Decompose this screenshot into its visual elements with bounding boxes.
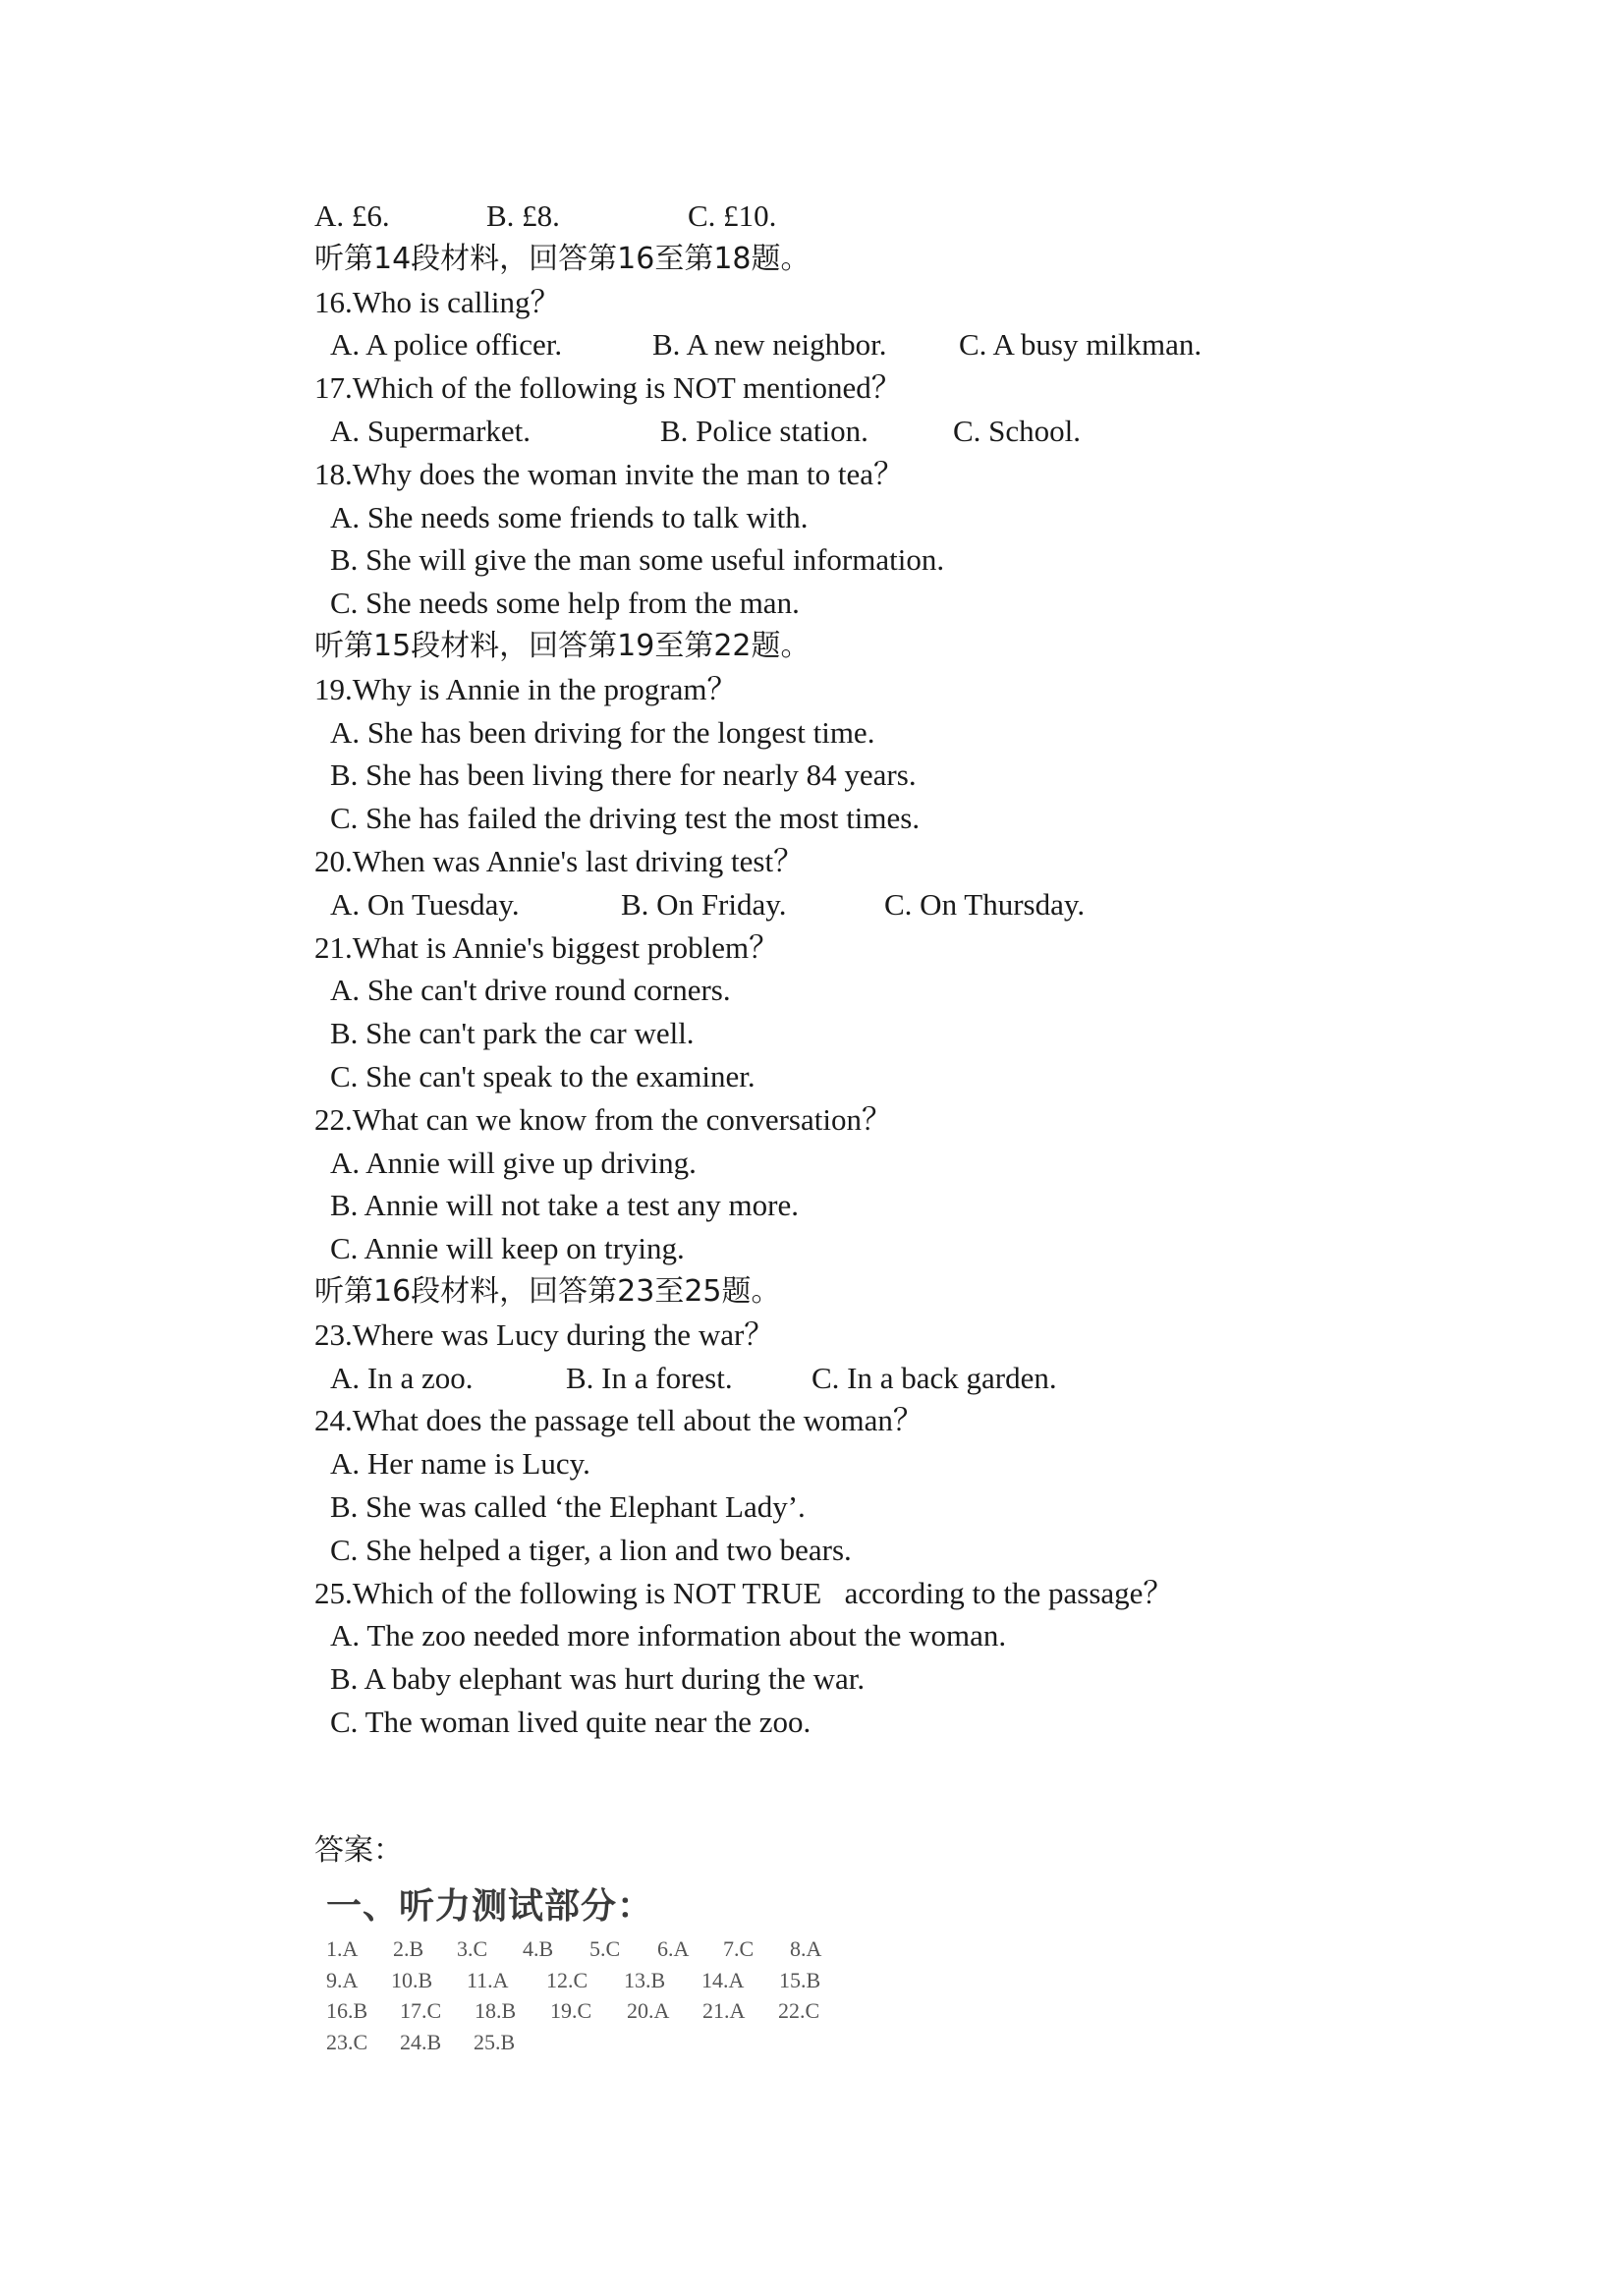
section-heading-15: 听第15段材料，回答第19至第22题。 xyxy=(314,628,811,663)
q16-option-a: A. A police officer. xyxy=(330,327,563,363)
answer-item: 25.B xyxy=(474,2029,516,2054)
q20-option-a: A. On Tuesday. xyxy=(330,886,520,922)
question-21: 21.What is Annie's biggest problem？ xyxy=(314,929,780,965)
question-24: 24.What does the passage tell about the woman？ xyxy=(314,1403,923,1438)
answer-item: 18.B xyxy=(475,1998,517,2023)
q21-option-c: C. She can't speak to the examiner. xyxy=(330,1058,756,1093)
question-18: 18.Why does the woman invite the man to tea？ xyxy=(314,456,905,491)
q15-option-b: B. £8. xyxy=(486,198,560,233)
question-17: 17.Which of the following is NOT mentioned？ xyxy=(314,370,902,406)
question-20: 20.When was Annie's last driving test？ xyxy=(314,843,805,878)
q25-option-c: C. The woman lived quite near the zoo. xyxy=(330,1704,812,1739)
q23-option-a: A. In a zoo. xyxy=(330,1360,474,1395)
q20-options xyxy=(314,883,1395,926)
q25-option-a: A. The zoo needed more information about the woman. xyxy=(330,1618,1007,1653)
answers-label: 答案： xyxy=(314,1833,403,1868)
q20-option-b: B. On Friday. xyxy=(621,886,787,922)
answer-item: 17.C xyxy=(400,1998,442,2023)
q24-option-a: A. Her name is Lucy. xyxy=(330,1446,590,1482)
answer-item: 16.B xyxy=(326,1998,368,2023)
q22-option-a: A. Annie will give up driving. xyxy=(330,1145,697,1180)
q17-options xyxy=(314,410,1395,453)
answer-item: 20.A xyxy=(627,1998,670,2023)
answer-item: 3.C xyxy=(457,1936,488,1961)
question-22: 22.What can we know from the conversation？ xyxy=(314,1101,892,1137)
q24-option-b: B. She was called ‘the Elephant Lady’. xyxy=(330,1488,806,1524)
answer-item: 13.B xyxy=(624,1967,666,1992)
q20-option-c: C. On Thursday. xyxy=(884,886,1086,922)
q22-option-c: C. Annie will keep on trying. xyxy=(330,1231,685,1266)
q23-option-c: C. In a back garden. xyxy=(812,1360,1057,1395)
q18-option-b: B. She will give the man some useful information. xyxy=(330,542,945,578)
q19-option-b: B. She has been living there for nearly 84 years. xyxy=(330,757,917,793)
q16-option-b: B. A new neighbor. xyxy=(652,327,887,363)
answer-item: 11.A xyxy=(467,1967,509,1992)
answer-item: 10.B xyxy=(391,1967,433,1992)
q15-option-c: C. £10. xyxy=(688,198,777,233)
answer-item: 6.A xyxy=(657,1936,690,1961)
answer-item: 2.B xyxy=(393,1936,424,1961)
answer-item: 8.A xyxy=(790,1936,822,1961)
q24-option-c: C. She helped a tiger, a lion and two bears. xyxy=(330,1532,852,1567)
q17-option-a: A. Supermarket. xyxy=(330,413,532,448)
answer-item: 12.C xyxy=(546,1967,588,1992)
answer-item: 1.A xyxy=(326,1936,359,1961)
answers-heading: 一、听力测试部分： xyxy=(326,1886,654,1927)
section-heading-14: 听第14段材料，回答第16至第18题。 xyxy=(314,241,811,276)
question-16: 16.Who is calling？ xyxy=(314,284,561,319)
answer-item: 24.B xyxy=(400,2029,442,2054)
answer-item: 19.C xyxy=(550,1998,592,2023)
q17-option-c: C. School. xyxy=(953,413,1082,448)
q15-option-a: A. £6. xyxy=(314,198,390,233)
answer-item: 4.B xyxy=(523,1936,554,1961)
answer-item: 23.C xyxy=(326,2029,368,2054)
q23-option-b: B. In a forest. xyxy=(566,1360,733,1395)
q22-option-b: B. Annie will not take a test any more. xyxy=(330,1188,799,1223)
q19-option-a: A. She has been driving for the longest time. xyxy=(330,714,875,750)
question-23: 23.Where was Lucy during the war？ xyxy=(314,1316,775,1352)
q18-option-c: C. She needs some help from the man. xyxy=(330,586,800,621)
q17-option-b: B. Police station. xyxy=(660,413,868,448)
q19-option-c: C. She has failed the driving test the most times. xyxy=(330,801,921,836)
question-25: 25.Which of the following is NOT TRUE according to the passage？ xyxy=(314,1575,1174,1610)
q25-option-b: B. A baby elephant was hurt during the war. xyxy=(330,1661,866,1697)
answer-item: 5.C xyxy=(589,1936,621,1961)
section-heading-16: 听第16段材料，回答第23至25题。 xyxy=(314,1273,781,1309)
q21-option-b: B. She can't park the car well. xyxy=(330,1016,695,1051)
answer-item: 15.B xyxy=(779,1967,821,1992)
answer-item: 14.A xyxy=(701,1967,745,1992)
q16-option-c: C. A busy milkman. xyxy=(959,327,1203,363)
q16-options xyxy=(314,323,1395,366)
answer-item: 9.A xyxy=(326,1967,359,1992)
answer-item: 7.C xyxy=(723,1936,755,1961)
q21-option-a: A. She can't drive round corners. xyxy=(330,973,731,1008)
q18-option-a: A. She needs some friends to talk with. xyxy=(330,499,809,534)
questions-block xyxy=(314,195,1395,1744)
answer-item: 22.C xyxy=(778,1998,820,2023)
question-19: 19.Why is Annie in the program？ xyxy=(314,671,738,706)
answer-item: 21.A xyxy=(702,1998,746,2023)
q15-options xyxy=(314,195,1395,238)
q23-options xyxy=(314,1357,1395,1400)
